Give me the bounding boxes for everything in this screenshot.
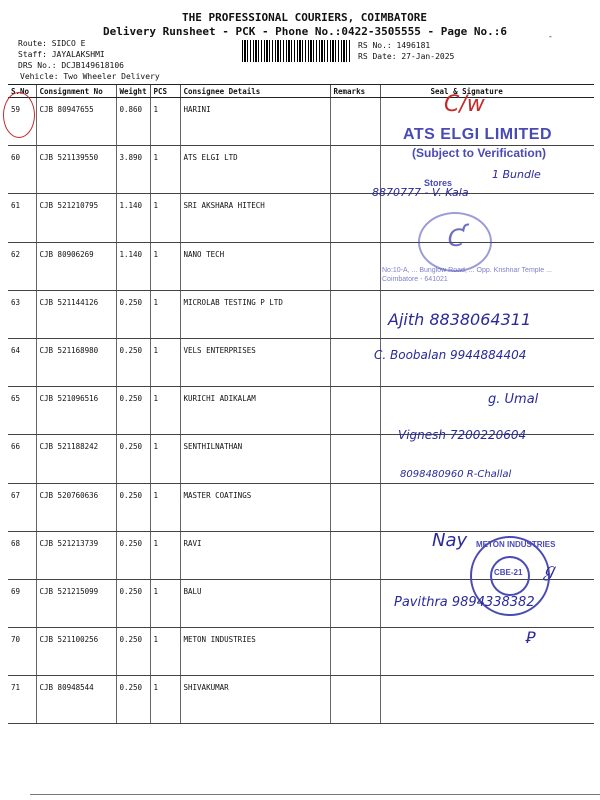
table-row <box>8 483 594 531</box>
remarks-cell <box>330 387 380 435</box>
corner-dash: - <box>548 32 553 41</box>
row59-note: C/w <box>444 92 485 117</box>
consignee-cell: HARINI <box>180 98 330 146</box>
col-remarks: Remarks <box>330 85 380 98</box>
consignment-cell: CJB 521210795 <box>36 194 116 242</box>
weight-cell: 0.250 <box>116 387 150 435</box>
consignee-cell: RAVI <box>180 531 330 579</box>
sno-cell: 61 <box>8 194 36 242</box>
meton-seal-text: METON INDUSTRIES <box>476 540 556 549</box>
row64-signature: Ajith 8838064311 <box>388 310 532 329</box>
weight-cell: 0.250 <box>116 676 150 724</box>
ats-stamp-title: ATS ELGI LIMITED <box>403 126 553 143</box>
signature-cell <box>380 483 594 531</box>
consignment-cell: CJB 521100256 <box>36 628 116 676</box>
row69-signature: Nay <box>432 530 468 551</box>
pcs-cell: 1 <box>150 579 180 627</box>
sno-cell: 65 <box>8 387 36 435</box>
pcs-cell: 1 <box>150 338 180 386</box>
weight-cell: 0.250 <box>116 579 150 627</box>
table-row <box>8 194 594 242</box>
weight-cell: 1.140 <box>116 242 150 290</box>
col-signature: Seal & Signature <box>380 85 594 98</box>
sno-cell: 70 <box>8 628 36 676</box>
weight-cell: 0.860 <box>116 98 150 146</box>
consignment-cell: CJB 520760636 <box>36 483 116 531</box>
remarks-cell <box>330 338 380 386</box>
runsheet-title: Delivery Runsheet - PCK - Phone No.:0422-3505555 - Page No.:6 <box>103 25 507 38</box>
rs-date: RS Date: 27-Jan-2025 <box>358 52 455 61</box>
remarks-cell <box>330 194 380 242</box>
remarks-cell <box>330 98 380 146</box>
remarks-cell <box>330 628 380 676</box>
row71-signature: Pavithra 9894338382 <box>394 595 535 610</box>
consignment-cell: CJB 521139550 <box>36 146 116 194</box>
pcs-cell: 1 <box>150 676 180 724</box>
staff-label: Staff: JAYALAKSHMI <box>18 50 105 59</box>
pcs-cell: 1 <box>150 98 180 146</box>
signature-cell <box>380 676 594 724</box>
weight-cell: 1.140 <box>116 194 150 242</box>
weight-cell: 0.250 <box>116 435 150 483</box>
sno-cell: 68 <box>8 531 36 579</box>
sno-cell: 62 <box>8 242 36 290</box>
consignee-cell: VELS ENTERPRISES <box>180 338 330 386</box>
pcs-cell: 1 <box>150 290 180 338</box>
row71-initials-mark: Ꝑ <box>526 628 536 647</box>
sno-cell: 60 <box>8 146 36 194</box>
consignee-cell: KURICHI ADIKALAM <box>180 387 330 435</box>
col-pcs: PCS <box>150 85 180 98</box>
consignee-cell: SRI AKSHARA HITECH <box>180 194 330 242</box>
pcs-cell: 1 <box>150 435 180 483</box>
microlab-seal-mark: Ƈ <box>448 224 465 252</box>
consignment-cell: CJB 80906269 <box>36 242 116 290</box>
signature-cell <box>380 628 594 676</box>
consignment-cell: CJB 80948544 <box>36 676 116 724</box>
weight-cell: 0.250 <box>116 628 150 676</box>
weight-cell: 0.250 <box>116 338 150 386</box>
row70-signature-mark: ℊ <box>540 560 558 581</box>
sno-cell: 63 <box>8 290 36 338</box>
consignee-cell: NANO TECH <box>180 242 330 290</box>
table-row <box>8 676 594 724</box>
stores-stamp: Stores <box>424 178 453 188</box>
consignment-cell: CJB 521215099 <box>36 579 116 627</box>
consignment-cell: CJB 521144126 <box>36 290 116 338</box>
remarks-cell <box>330 483 380 531</box>
consignment-cell: CJB 521168980 <box>36 338 116 386</box>
microlab-address-stamp: No:10-A, ... Bunglow Road, ... Opp. Krishnar Temple ... Coimbatore - 641021 <box>382 267 552 283</box>
remarks-cell <box>330 676 380 724</box>
consignee-cell: ATS ELGI LTD <box>180 146 330 194</box>
consignee-cell: BALU <box>180 579 330 627</box>
consignment-cell: CJB 521188242 <box>36 435 116 483</box>
rs-number: RS No.: 1496181 <box>358 41 431 50</box>
consignee-cell: SHIVAKUMAR <box>180 676 330 724</box>
remarks-cell <box>330 435 380 483</box>
consignment-cell: CJB 521213739 <box>36 531 116 579</box>
vehicle-label: Vehicle: Two Wheeler Delivery <box>20 72 160 81</box>
pcs-cell: 1 <box>150 483 180 531</box>
company-title: THE PROFESSIONAL COURIERS, COIMBATORE <box>182 11 428 24</box>
row61-signature: 8870777 - V. Kala <box>372 186 469 199</box>
consignment-cell: CJB 521096516 <box>36 387 116 435</box>
drs-number: DRS No.: DCJB149618106 <box>18 61 124 70</box>
table-row <box>8 628 594 676</box>
row66-signature: g. Umal <box>488 392 539 407</box>
remarks-cell <box>330 531 380 579</box>
consignee-cell: MICROLAB TESTING P LTD <box>180 290 330 338</box>
row67-signature: Vignesh 7200220604 <box>398 428 527 442</box>
col-consignee: Consignee Details <box>180 85 330 98</box>
consignment-cell: CJB 80947655 <box>36 98 116 146</box>
weight-cell: 0.250 <box>116 483 150 531</box>
sno-cell: 71 <box>8 676 36 724</box>
ats-stamp-subtitle: (Subject to Verification) <box>412 146 547 160</box>
weight-cell: 3.890 <box>116 146 150 194</box>
table-header-row <box>8 85 594 98</box>
pcs-cell: 1 <box>150 628 180 676</box>
sno-cell: 67 <box>8 483 36 531</box>
sno-cell: 59 <box>8 98 36 146</box>
sno-cell: 64 <box>8 338 36 386</box>
pcs-cell: 1 <box>150 194 180 242</box>
sno-cell: 66 <box>8 435 36 483</box>
col-weight: Weight <box>116 85 150 98</box>
pcs-cell: 1 <box>150 146 180 194</box>
remarks-cell <box>330 290 380 338</box>
pcs-cell: 1 <box>150 387 180 435</box>
sno-cell: 69 <box>8 579 36 627</box>
col-consignment: Consignment No <box>36 85 116 98</box>
weight-cell: 0.250 <box>116 531 150 579</box>
row65-signature: C. Boobalan 9944884404 <box>374 348 527 362</box>
row61-bundle-note: 1 Bundle <box>492 168 541 181</box>
remarks-cell <box>330 579 380 627</box>
col-sno: S.No <box>8 85 36 98</box>
red-circle-mark <box>3 92 35 138</box>
pcs-cell: 1 <box>150 242 180 290</box>
consignee-cell: SENTHILNATHAN <box>180 435 330 483</box>
bottom-rule <box>30 794 600 795</box>
weight-cell: 0.250 <box>116 290 150 338</box>
pcs-cell: 1 <box>150 531 180 579</box>
meton-seal-center: CBE-21 <box>494 568 523 577</box>
remarks-cell <box>330 242 380 290</box>
consignee-cell: METON INDUSTRIES <box>180 628 330 676</box>
barcode-image <box>242 40 352 62</box>
row68-signature: 8098480960 R-Challal <box>400 469 512 480</box>
consignee-cell: MASTER COATINGS <box>180 483 330 531</box>
route-label: Route: SIDCO E <box>18 39 86 48</box>
